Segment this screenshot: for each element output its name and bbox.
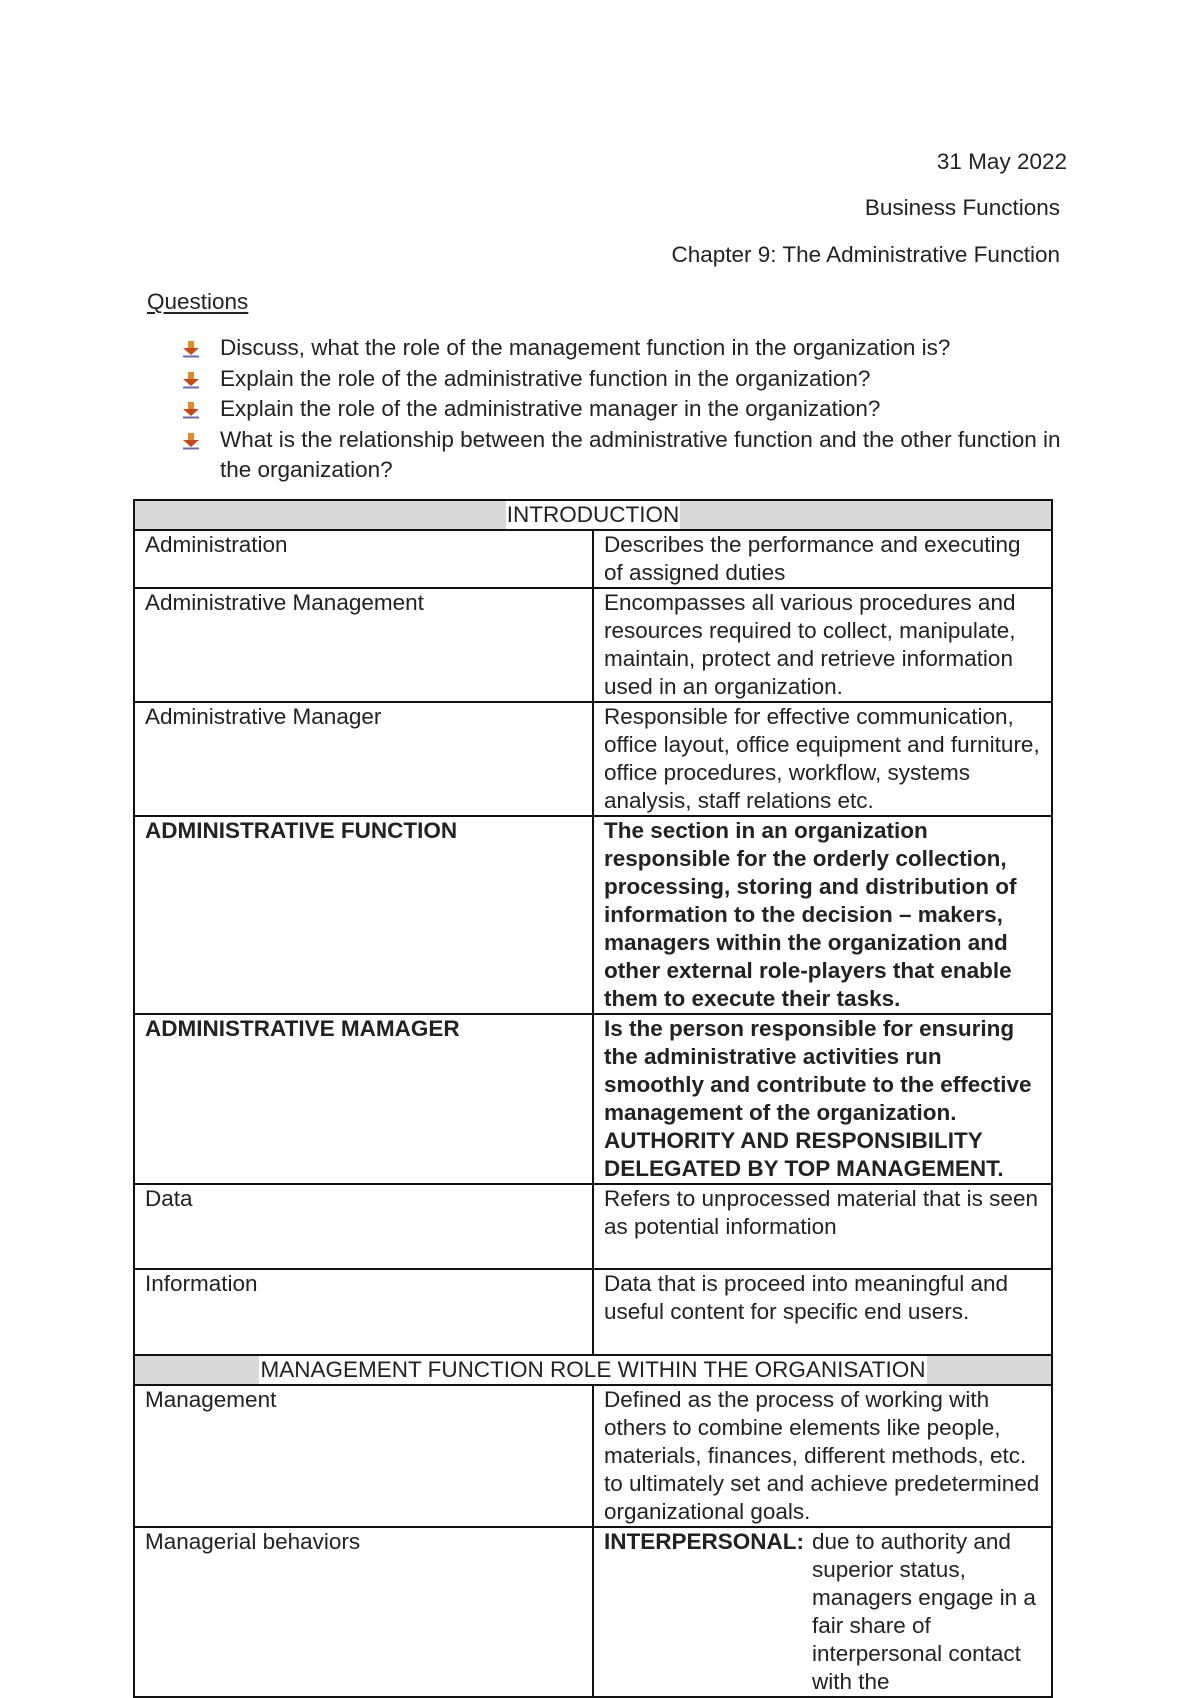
section-title: MANAGEMENT FUNCTION ROLE WITHIN THE ORGANISATION [260, 1357, 926, 1382]
document-date: 31 May 2022 [936, 149, 1067, 174]
questions-heading: Questions [147, 289, 249, 314]
question-text: Discuss, what the role of the management function in the organization is? [220, 335, 951, 360]
definition-cell: Is the person responsible for ensuring the administrative activities run smoothly and contribute to the effective management of the organization. AUTHORITY AND RESPONSIBILITY DELEGATED BY TOP MANAGEMENT. [593, 1014, 1052, 1184]
term-cell: Administrative Manager [134, 702, 593, 816]
term-cell: Management [134, 1385, 593, 1527]
table-row [134, 1385, 1052, 1527]
section-header-management [134, 1355, 1052, 1385]
term-cell: Information [134, 1269, 593, 1355]
question-item [0, 425, 1080, 486]
table-row [134, 1184, 1052, 1269]
table-row [134, 702, 1052, 816]
term-cell: ADMINISTRATIVE MAMAGER [134, 1014, 593, 1184]
questions-list [0, 333, 1100, 486]
question-text: Explain the role of the administrative function in the organization? [220, 365, 871, 391]
section-title: INTRODUCTION [506, 502, 680, 527]
table-row [134, 1269, 1052, 1355]
definition-cell: Encompasses all various procedures and resources required to collect, manipulate, maintain, protect and retrieve information used in an organization. [593, 588, 1052, 702]
section-header-introduction [134, 500, 1052, 530]
split-definition [604, 1528, 1041, 1696]
definition-cell: Responsible for effective communication, office layout, office equipment and furniture, office procedures, workflow, systems analysis, staff relations etc. [593, 702, 1052, 816]
question-item [0, 333, 1080, 364]
arrow-down-bullet-icon [182, 340, 200, 358]
arrow-down-bullet-icon [182, 371, 200, 389]
arrow-down-bullet-icon [182, 432, 200, 450]
definition-cell: Data that is proceed into meaningful and useful content for specific end users. [593, 1269, 1052, 1355]
term-cell: Data [134, 1184, 593, 1269]
table-row [134, 816, 1052, 1014]
definition-cell [593, 1527, 1052, 1697]
table-row [134, 1527, 1052, 1697]
glossary-table [133, 499, 1053, 1698]
definition-cell: Refers to unprocessed material that is seen as potential information [593, 1184, 1052, 1269]
question-item [0, 394, 1080, 425]
definition-cell: Defined as the process of working with others to combine elements like people, materials, finances, different methods, etc. to ultimately set and achieve predetermined organizational goals. [593, 1385, 1052, 1527]
arrow-down-bullet-icon [182, 401, 200, 419]
interpersonal-text: due to authority and superior status, managers engage in a fair share of interpersonal contact with the [812, 1529, 1036, 1694]
chapter-title: Chapter 9: The Administrative Function [671, 242, 1060, 267]
table-row [134, 588, 1052, 702]
term-cell: Administration [134, 530, 593, 588]
term-cell: Managerial behaviors [134, 1527, 593, 1697]
definition-cell: The section in an organization responsible for the orderly collection, processing, storing and distribution of information to the decision – makers, managers within the organization and other external role-players that enable them to execute their tasks. [593, 816, 1052, 1014]
question-text: Explain the role of the administrative manager in the organization? [220, 396, 881, 421]
subject-title: Business Functions [864, 195, 1060, 220]
table-row [134, 530, 1052, 588]
term-cell: ADMINISTRATIVE FUNCTION [134, 816, 593, 1014]
table-row [134, 1014, 1052, 1184]
term-cell: Administrative Management [134, 588, 593, 702]
definition-cell: Describes the performance and executing of assigned duties [593, 530, 1052, 588]
question-text: What is the relationship between the administrative function and the other function in the organization? [220, 426, 1061, 482]
question-item [0, 364, 1080, 395]
interpersonal-label: INTERPERSONAL: [604, 1529, 805, 1554]
